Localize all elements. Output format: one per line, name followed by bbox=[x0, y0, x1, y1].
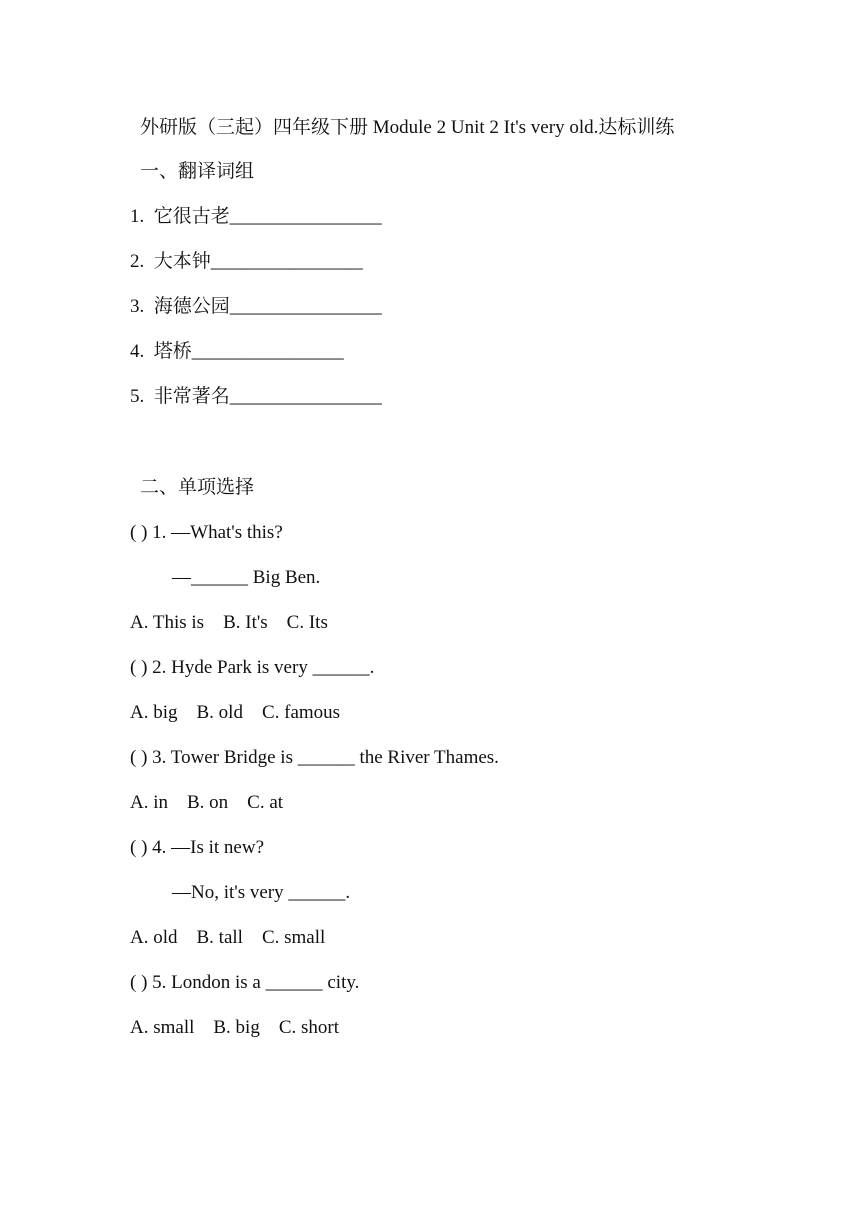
document-title: 外研版（三起）四年级下册 Module 2 Unit 2 It's very old.达标训练 bbox=[140, 117, 675, 138]
translate-item-2: 2. 大本钟________________ bbox=[130, 251, 363, 272]
translate-item-3: 3. 海德公园________________ bbox=[130, 296, 382, 317]
question-2-options: A. big B. old C. famous bbox=[130, 702, 341, 723]
translate-item-5: 5. 非常著名________________ bbox=[130, 386, 382, 407]
question-1-options: A. This is B. It's C. Its bbox=[130, 612, 328, 633]
section-heading-choice: 二、单项选择 bbox=[140, 477, 255, 498]
section-heading-translate: 一、翻译词组 bbox=[140, 161, 255, 182]
question-2-stem: ( ) 2. Hyde Park is very ______. bbox=[130, 657, 375, 678]
translate-item-4: 4. 塔桥________________ bbox=[130, 341, 344, 362]
question-4-options: A. old B. tall C. small bbox=[130, 927, 326, 948]
question-4-response: —No, it's very ______. bbox=[172, 882, 351, 903]
question-4-stem: ( ) 4. —Is it new? bbox=[130, 837, 265, 858]
question-5-stem: ( ) 5. London is a ______ city. bbox=[130, 972, 360, 993]
question-3-options: A. in B. on C. at bbox=[130, 792, 284, 813]
translate-item-1: 1. 它很古老________________ bbox=[130, 206, 382, 227]
question-1-stem: ( ) 1. —What's this? bbox=[130, 522, 283, 543]
question-3-stem: ( ) 3. Tower Bridge is ______ the River Thames. bbox=[130, 747, 499, 768]
question-1-response: —______ Big Ben. bbox=[172, 567, 321, 588]
question-5-options: A. small B. big C. short bbox=[130, 1017, 340, 1038]
